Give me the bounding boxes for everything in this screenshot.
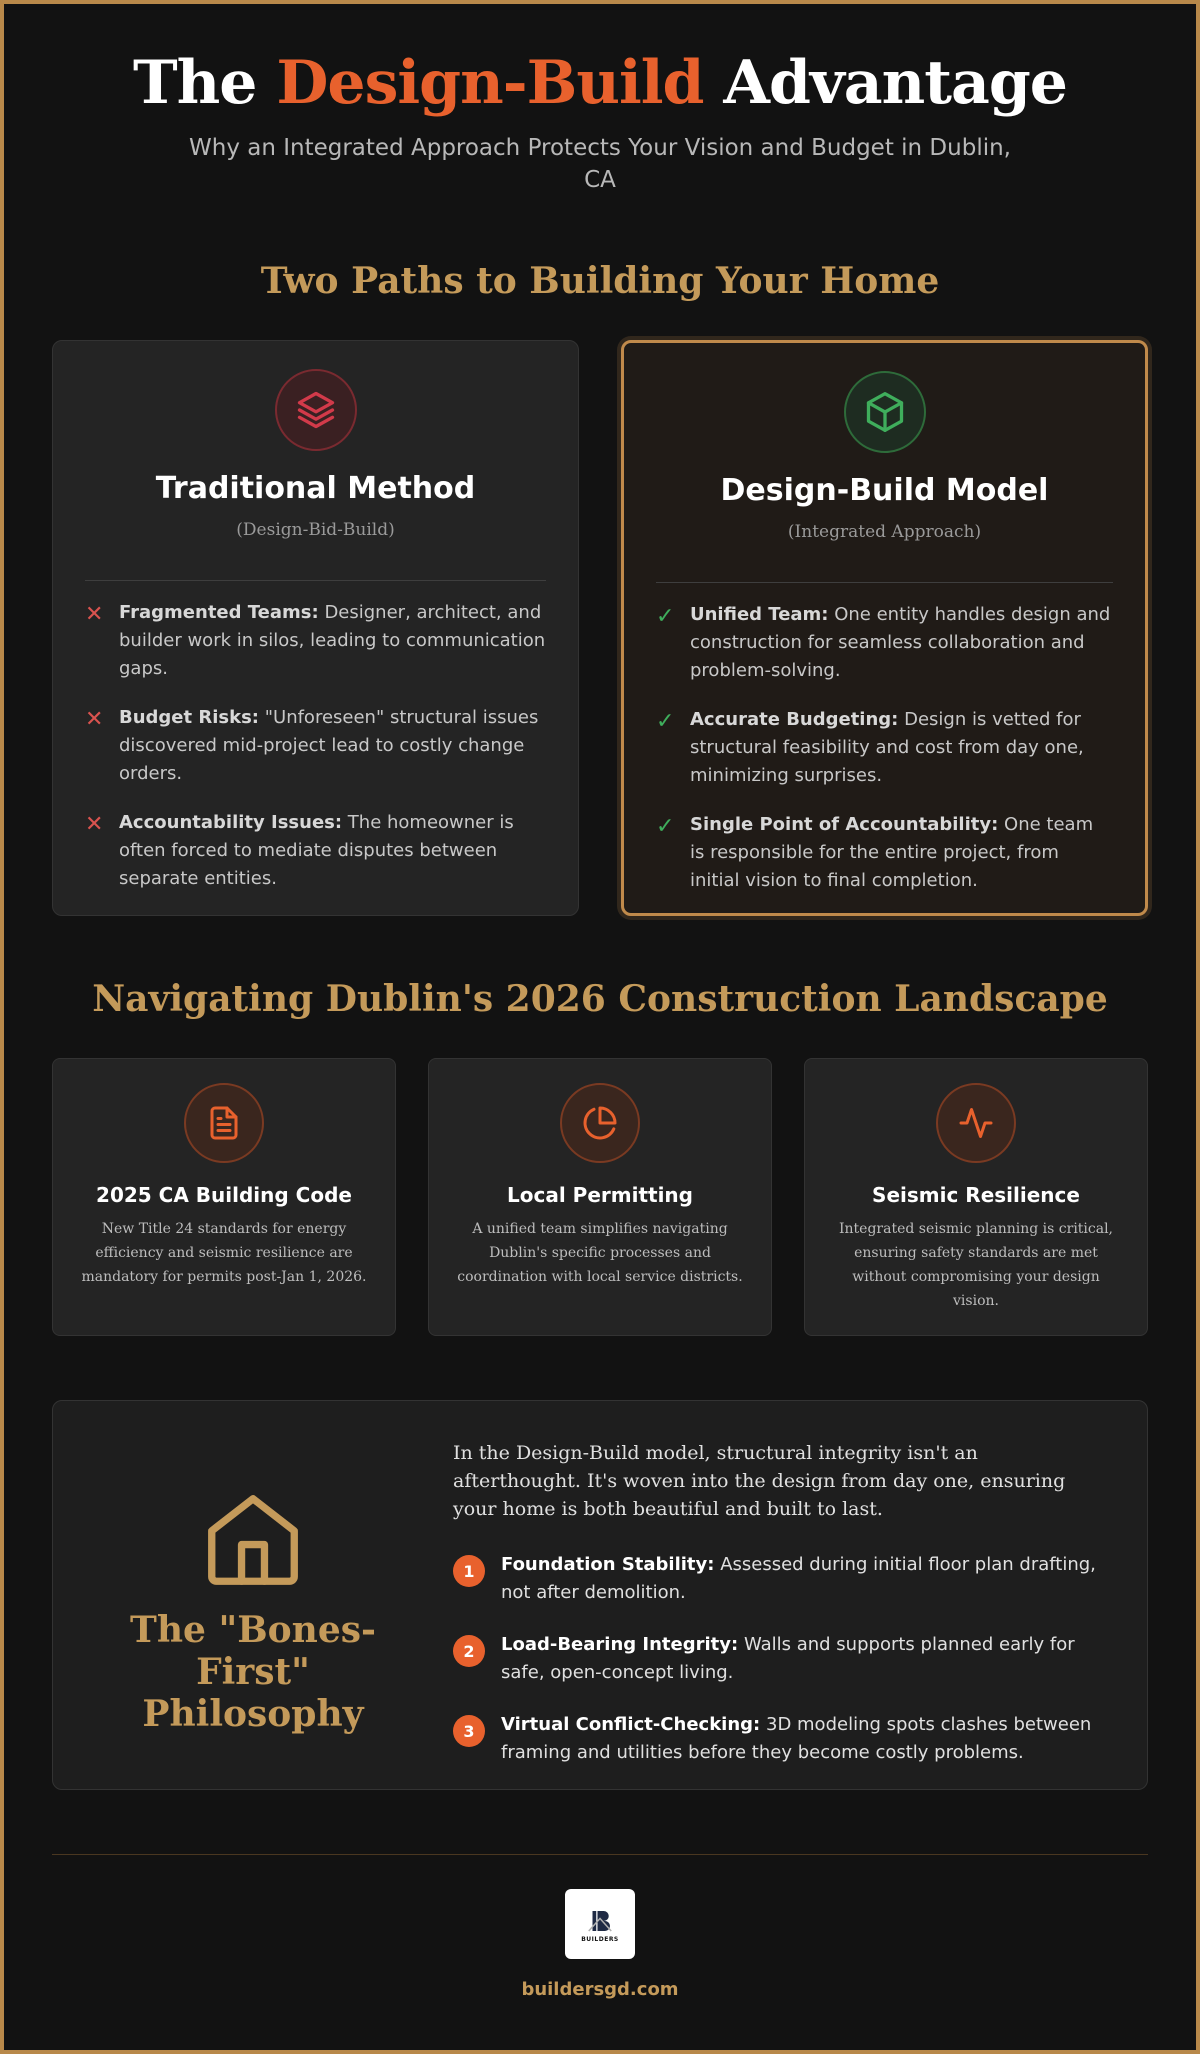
- header: [4, 4, 1196, 196]
- item-text: Designer, architect, and builder work in silos, leading to communication gaps.: [119, 602, 546, 679]
- bones-intro: In the Design-Build model, structural integrity isn't an afterthought. It's woven into the design from day one, ensuring your home is both beautiful and built to last.: [453, 1442, 1066, 1520]
- traditional-title: Traditional Method: [155, 471, 476, 506]
- logo-text: BUILDERS: [581, 1935, 619, 1943]
- check-icon: ✓: [656, 709, 675, 734]
- page-title: [4, 48, 1196, 118]
- traditional-card: [52, 340, 579, 916]
- layers-icon: [275, 369, 357, 451]
- item-label: Load-Bearing Integrity:: [501, 1634, 739, 1655]
- paths-heading: Two Paths to Building Your Home: [260, 260, 940, 302]
- website-link[interactable]: buildersgd.com: [521, 1979, 679, 2000]
- activity-icon: [936, 1083, 1016, 1163]
- footer-divider: [52, 1854, 1148, 1855]
- paths-comparison: [4, 340, 1196, 916]
- step-number: 3: [453, 1715, 485, 1747]
- step-number: 2: [453, 1635, 485, 1667]
- list-item: [453, 1631, 1107, 1687]
- item-text: Assessed during initial floor plan drafting, not after demolition.: [501, 1554, 1096, 1603]
- item-label: Accountability Issues:: [119, 812, 343, 833]
- building-code-card: [52, 1058, 396, 1336]
- list-item: [453, 1551, 1107, 1607]
- design-build-title: Design-Build Model: [720, 473, 1049, 508]
- item-label: Fragmented Teams:: [119, 602, 319, 623]
- item-label: Unified Team:: [690, 604, 829, 625]
- divider: [85, 580, 546, 581]
- local-permitting-card: [428, 1058, 772, 1336]
- document-icon: [184, 1083, 264, 1163]
- item-text: Design is vetted for structural feasibility and cost from day one, minimizing surprises.: [690, 709, 1084, 786]
- item-label: Virtual Conflict-Checking:: [501, 1714, 761, 1735]
- list-item: [656, 811, 1113, 895]
- card-description: Integrated seismic planning is critical, ensuring safety standards are met without compromising your design vision.: [838, 1221, 1114, 1309]
- item-text: The homeowner is often forced to mediate disputes between separate entities.: [119, 812, 514, 889]
- item-text: One entity handles design and construction for seamless collaboration and problem-solving.: [690, 604, 1111, 681]
- item-label: Single Point of Accountability:: [690, 814, 999, 835]
- divider: [656, 582, 1113, 583]
- cube-icon: [844, 371, 926, 453]
- page-subtitle: Why an Integrated Approach Protects Your Vision and Budget in Dublin, CA: [189, 135, 1011, 193]
- design-build-card: [621, 340, 1148, 916]
- bones-first-panel: [52, 1400, 1148, 1790]
- check-icon: ✓: [656, 814, 675, 839]
- item-label: Foundation Stability:: [501, 1554, 715, 1575]
- title-accent: Design-Build: [276, 48, 704, 118]
- title-post: Advantage: [703, 48, 1067, 118]
- landscape-heading: Navigating Dublin's 2026 Construction Landscape: [92, 978, 1108, 1020]
- logo-mark-icon: [585, 1906, 615, 1936]
- design-build-subtitle: (Integrated Approach): [787, 522, 982, 542]
- x-icon: ✕: [85, 602, 104, 627]
- card-description: New Title 24 standards for energy efficiency and seismic resilience are mandatory for permits post-Jan 1, 2026.: [81, 1221, 367, 1285]
- item-label: Accurate Budgeting:: [690, 709, 899, 730]
- list-item: [85, 704, 546, 788]
- house-icon: [198, 1485, 308, 1599]
- item-text: "Unforeseen" structural issues discovered mid-project lead to costly change orders.: [119, 707, 539, 784]
- step-number: 1: [453, 1555, 485, 1587]
- item-label: Budget Risks:: [119, 707, 260, 728]
- list-item: [656, 706, 1113, 790]
- traditional-subtitle: (Design-Bid-Build): [236, 520, 395, 540]
- item-text: One team is responsible for the entire project, from initial vision to final completion.: [690, 814, 1094, 891]
- item-text: 3D modeling spots clashes between framing and utilities before they become costly problems.: [501, 1714, 1092, 1763]
- item-text: Walls and supports planned early for safe, open-concept living.: [501, 1634, 1075, 1683]
- card-title: Seismic Resilience: [872, 1183, 1080, 1207]
- list-item: [453, 1711, 1107, 1767]
- pie-chart-icon: [560, 1083, 640, 1163]
- bones-title: The "Bones-First" Philosophy: [130, 1609, 376, 1735]
- card-description: A unified team simplifies navigating Dublin's specific processes and coordination with local service districts.: [457, 1221, 743, 1285]
- card-title: 2025 CA Building Code: [96, 1183, 352, 1207]
- list-item: [656, 601, 1113, 685]
- x-icon: ✕: [85, 812, 104, 837]
- x-icon: ✕: [85, 707, 104, 732]
- check-icon: ✓: [656, 604, 675, 629]
- company-logo: [565, 1889, 635, 1959]
- title-pre: The: [133, 48, 277, 118]
- landscape-cards: [4, 1058, 1196, 1336]
- card-title: Local Permitting: [507, 1183, 693, 1207]
- list-item: [85, 599, 546, 683]
- seismic-card: [804, 1058, 1148, 1336]
- list-item: [85, 809, 546, 893]
